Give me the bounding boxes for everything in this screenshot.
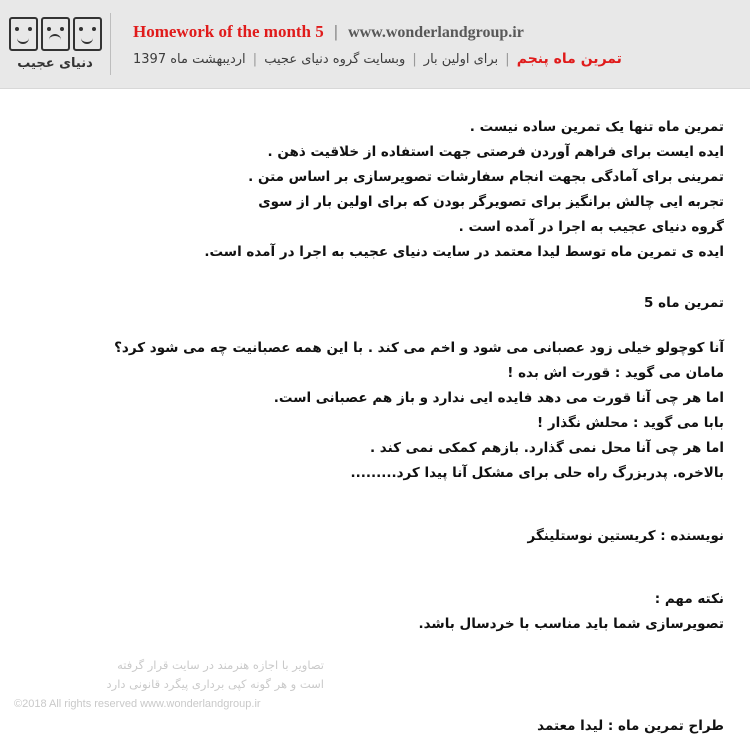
disclaimer-line-2: است و هر گونه کپی برداری پیگرد قانونی دارد xyxy=(106,677,324,691)
face-icon-3 xyxy=(73,17,102,51)
intro-line: ایده ایست برای فراهم آوردن فرصتی جهت استفاده از خلاقیت ذهن . xyxy=(267,144,724,160)
spacer xyxy=(26,549,724,575)
note-text: تصویرسازی شما باید مناسب با خردسال باشد. xyxy=(418,616,724,632)
story-line: مامان می گوید : قورت اش بده ! xyxy=(507,365,724,381)
intro-line: تمرین ماه تنها یک تمرین ساده نیست . xyxy=(469,119,724,135)
note-heading: نکته مهم : xyxy=(654,591,724,607)
section-heading: تمرین ماه 5 xyxy=(644,295,724,311)
header-text-block xyxy=(111,22,622,67)
spacer xyxy=(26,316,724,336)
story-line: اما هر چی آنا محل نمی گذارد. بازهم کمکی نمی کند . xyxy=(369,440,724,456)
story-line: آنا کوچولو خیلی زود عصبانی می شود و اخم می کند . با این همه عصبانیت چه می شود کرد؟ xyxy=(114,340,724,356)
website-link[interactable]: www.wonderlandgroup.ir xyxy=(348,23,524,41)
subtitle-main: تمرین ماه پنجم xyxy=(516,50,622,67)
copyright-text: ©2018 All rights reserved www.wonderlandgroup.ir xyxy=(14,698,261,710)
story-line: بابا می گوید : محلش نگذار ! xyxy=(536,415,724,431)
face-icon-1 xyxy=(9,17,38,51)
logo-wordmark: دنیای عجیب xyxy=(17,56,93,71)
brand-logo[interactable] xyxy=(0,0,110,88)
spacer xyxy=(26,486,724,512)
subtitle-part-3: اردیبهشت ماه 1397 xyxy=(133,51,246,67)
page-header xyxy=(0,0,750,89)
face-icon-2 xyxy=(41,17,70,51)
spacer xyxy=(26,575,724,587)
subtitle-part-2: وبسایت گروه دنیای عجیب xyxy=(264,51,406,67)
subtitle-separator-2: | xyxy=(412,50,417,67)
subtitle-part-1: برای اولین بار xyxy=(423,51,499,67)
intro-line: ایده ی تمرین ماه توسط لیدا معتمد در سایت دنیای عجیب به اجرا در آمده است. xyxy=(204,244,724,260)
intro-paragraph xyxy=(26,115,724,265)
spacer xyxy=(26,512,724,524)
spacer xyxy=(26,265,724,291)
header-subtitle-row xyxy=(133,51,622,67)
footer-disclaimer xyxy=(14,656,324,714)
title-separator: | xyxy=(333,22,339,41)
header-title-row xyxy=(133,22,622,42)
story-line: اما هر چی آنا قورت می دهد فایده ایی ندارد و باز هم عصبانی است. xyxy=(273,390,724,406)
author-credit: نویسنده : کریستین نوستلینگر xyxy=(527,528,724,544)
document-content xyxy=(0,89,750,637)
disclaimer-line-1: تصاویر با اجازه هنرمند در سایت قرار گرفته xyxy=(117,658,324,672)
intro-line: گروه دنیای عجیب به اجرا در آمده است . xyxy=(458,219,724,235)
designer-credit: طراح تمرین ماه : لیدا معتمد xyxy=(537,718,724,734)
smiley-faces-icon xyxy=(9,17,102,51)
page-title: Homework of the month 5 xyxy=(133,21,324,41)
subtitle-separator-3: | xyxy=(252,50,258,67)
story-line: بالاخره. پدربزرگ راه حلی برای مشکل آنا پیدا کرد......... xyxy=(350,465,724,481)
intro-line: تمرینی برای آمادگی بجهت انجام سفارشات تصویرسازی بر اساس متن . xyxy=(248,169,724,185)
story-paragraph xyxy=(26,336,724,486)
intro-line: تجربه ایی چالش برانگیز برای تصویرگر بودن که برای اولین بار از سوی xyxy=(258,194,724,210)
subtitle-separator-1: | xyxy=(505,50,510,67)
